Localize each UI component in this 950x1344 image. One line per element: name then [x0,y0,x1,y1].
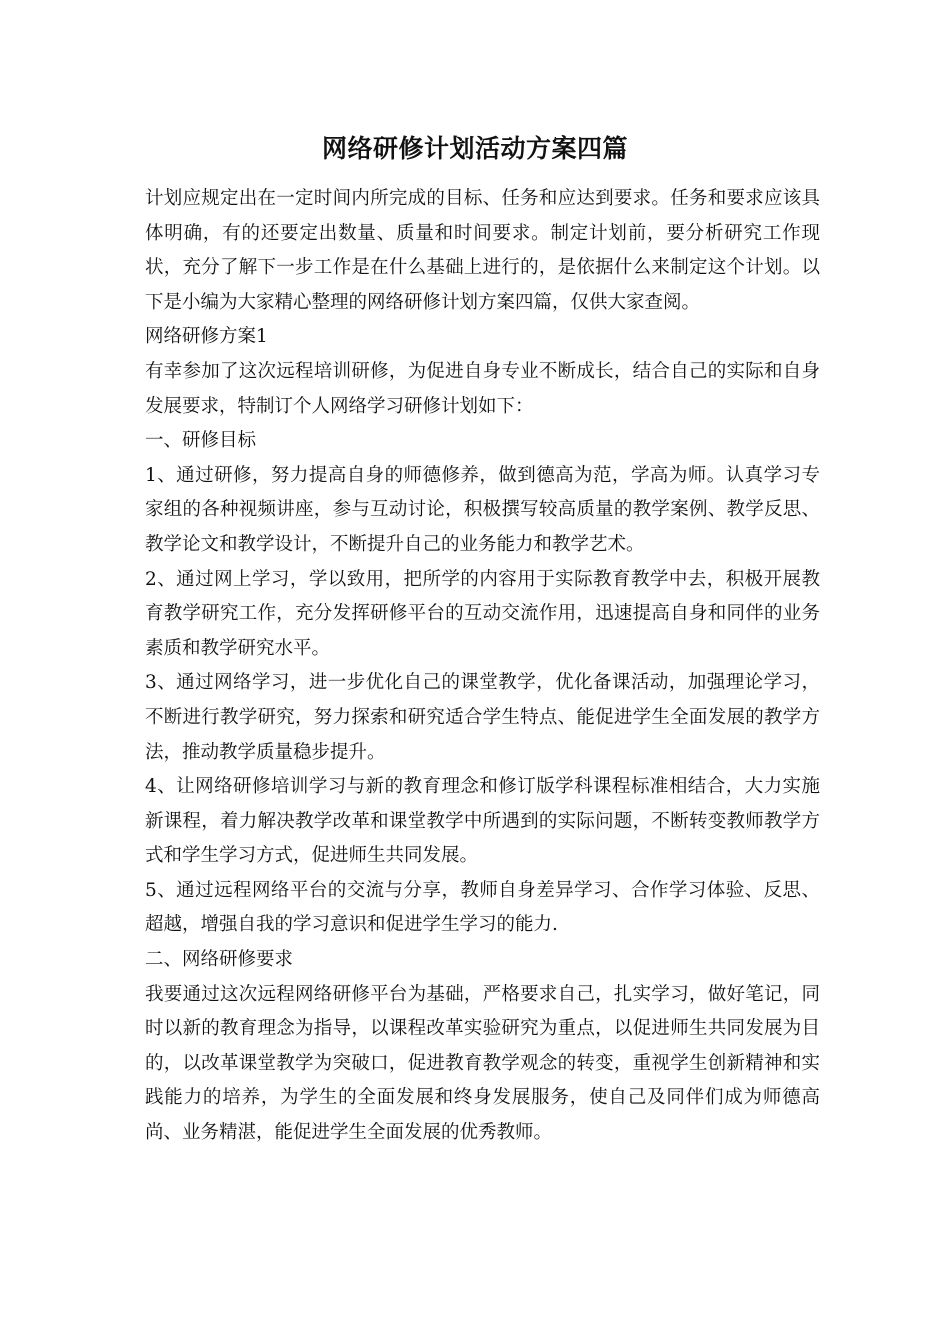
goal-item-2: 2、通过网上学习，学以致用，把所学的内容用于实际教育教学中去，积极开展教育教学研究工作，充分发挥研修平台的互动交流作用，迅速提高自身和同伴的业务素质和教学研究水平。 [145,568,820,659]
intro-paragraph: 计划应规定出在一定时间内所完成的目标、任务和应达到要求。任务和要求应该具体明确，有的还要定出数量、质量和时间要求。制定计划前，要分析研究工作现状，充分了解下一步工作是在什么基础上进行的，是依据什么来制定这个计划。以下是小编为大家精心整理的网络研修计划方案四篇，仅供大家查阅。 [145,188,820,313]
goal-item-4: 4、让网络研修培训学习与新的教育理念和修订版学科课程标准相结合，大力实施新课程，着力解决教学改革和课堂教学中所遇到的实际问题，不断转变教师教学方式和学生学习方式，促进师生共同发展。 [145,776,820,867]
goal-item-3: 3、通过网络学习，进一步优化自己的课堂教学，优化备课活动，加强理论学习，不断进行教学研究，努力探索和研究适合学生特点、能促进学生全面发展的教学方法，推动教学质量稳步提升。 [145,672,820,763]
document-body [145,182,820,1151]
section-heading-plan-1: 网络研修方案1 [145,326,268,348]
document-title: 网络研修计划活动方案四篇 [321,134,628,163]
goal-item-1: 1、通过研修，努力提高自身的师德修养，做到德高为范，学高为师。认真学习专家组的各种视频讲座，参与互动讨论，积极撰写较高质量的教学案例、教学反思、教学论文和教学设计，不断提升自己的业务能力和教学艺术。 [145,464,820,555]
heading-study-requirements: 二、网络研修要求 [145,949,294,971]
plan-intro-paragraph: 有幸参加了这次远程培训研修，为促进自身专业不断成长，结合自己的实际和自身发展要求，特制订个人网络学习研修计划如下： [145,360,820,417]
requirements-paragraph: 我要通过这次远程网络研修平台为基础，严格要求自己，扎实学习，做好笔记，同时以新的教育理念为指导，以课程改革实验研究为重点，以促进师生共同发展为目的，以改革课堂教学为突破口，促进教育教学观念的转变，重视学生创新精神和实践能力的培养，为学生的全面发展和终身发展服务，使自己及同伴们成为师德高尚、业务精湛，能促进学生全面发展的优秀教师。 [145,983,820,1144]
heading-study-goals: 一、研修目标 [145,430,257,452]
goal-item-5: 5、通过远程网络平台的交流与分享，教师自身差异学习、合作学习体验、反思、超越，增强自我的学习意识和促进学生学习的能力. [145,879,820,936]
